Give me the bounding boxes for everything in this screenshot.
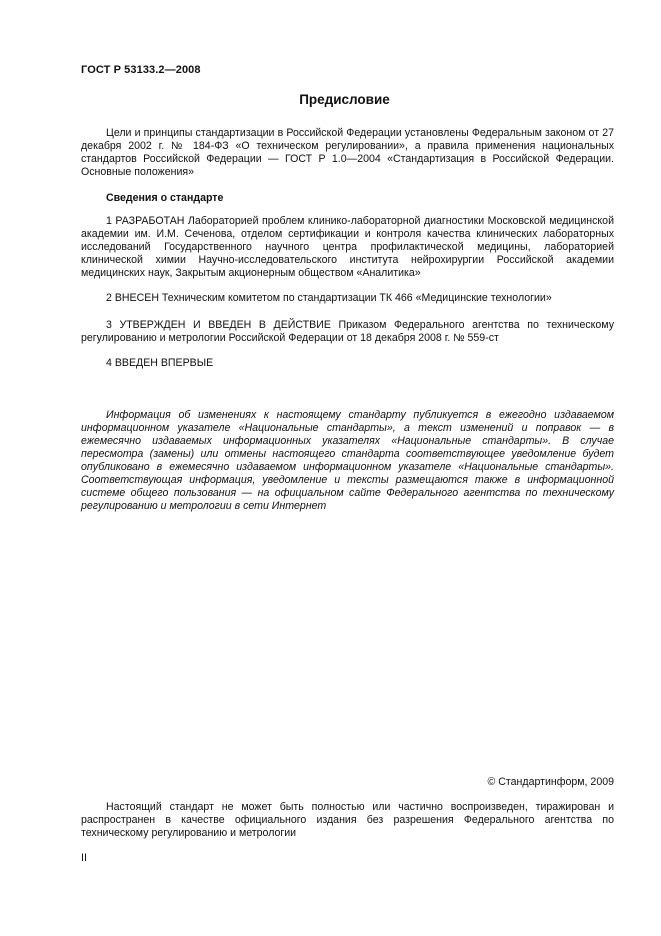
item-2-paragraph [81, 292, 614, 305]
footer-note-paragraph [81, 801, 614, 840]
copyright-notice: © Стандартинформ, 2009 [487, 776, 614, 788]
info-notice-text: Информация об изменениях к настоящему стандарту публикуется в ежегодно издаваемом информационном указателе «Национальные стандарты», а текст изменений и поправок — в ежемесячно издаваемых информационных указателях «Национальные стандарты». В случае пересмотра (замены) или отмены настоящего стандарта соответствующее уведомление будет опубликовано в ежемесячно издаваемом информационном указателе «Национальные стандарты». Соответствующая информация, уведомление и тексты размещаются также в информационной системе общего пользования — на официальном сайте Федерального агентства по техническому регулированию и метрологии в сети Интернет [81, 409, 614, 512]
intro-text: Цели и принципы стандартизации в Российской Федерации установлены Федеральным законом от 27 декабря 2002 г. № 184-ФЗ «О техническом регулировании», а правила применения национальных стандартов Российской Федерации — ГОСТ Р 1.0—2004 «Стандартизация в Российской Федерации. Основные положения» [81, 127, 614, 178]
section-subheading: Сведения о стандарте [106, 192, 224, 204]
item-1-text: 1 РАЗРАБОТАН Лабораторией проблем клинико-лабораторной диагностики Московской медицинской академии им. И.М. Сеченова, отделом сертификации и контроля качества клинических лабораторных исследований Государственного научного центра профилактической медицины, лабораторией клинической химии Научно-исследовательского института нейрохирургии Российской академии медицинских наук, Закрытым акционерным обществом «Аналитика» [81, 215, 614, 279]
item-3-text: 3 УТВЕРЖДЕН И ВВЕДЕН В ДЕЙСТВИЕ Приказом Федерального агентства по техническому регулированию и метрологии Российской Федерации от 18 декабря 2008 г. № 559-ст [81, 319, 614, 344]
item-2-text: 2 ВНЕСЕН Техническим комитетом по стандартизации ТК 466 «Медицинские технологии» [106, 292, 552, 304]
item-4-paragraph [81, 357, 614, 370]
item-4-text: 4 ВВЕДЕН ВПЕРВЫЕ [106, 357, 214, 369]
item-1-paragraph [81, 215, 614, 280]
page-number: II [81, 852, 87, 864]
item-3-paragraph [81, 319, 614, 345]
info-notice-paragraph [81, 409, 614, 513]
standard-code: ГОСТ Р 53133.2—2008 [81, 64, 201, 76]
footer-note-text: Настоящий стандарт не может быть полностью или частично воспроизведен, тиражирован и распространен в качестве официального издания без разрешения Федерального агентства по техническому регулированию и метрологии [81, 801, 614, 839]
intro-paragraph [81, 127, 614, 179]
page-title: Предисловие [299, 92, 390, 107]
